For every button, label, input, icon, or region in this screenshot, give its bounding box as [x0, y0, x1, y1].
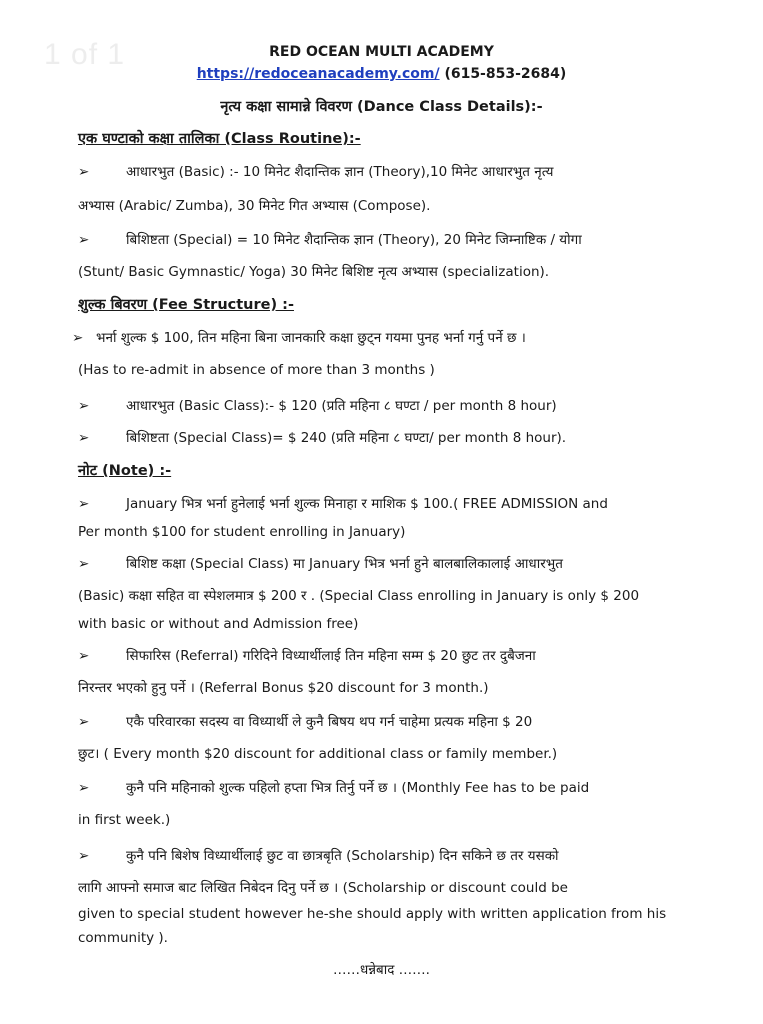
bullet-arrow-icon: ➢ — [78, 496, 90, 512]
bullet-arrow-icon: ➢ — [78, 164, 90, 180]
routine-special-line1 — [78, 230, 582, 248]
bullet-arrow-icon: ➢ — [72, 330, 84, 346]
note6-line4: community ). — [78, 930, 168, 946]
note1-text: January भित्र भर्ना हुनेलाई भर्ना शुल्क मिनाहा र माशिक $ 100.( FREE ADMISSION and — [126, 496, 608, 512]
document-title: नृत्य कक्षा सामान्ने विवरण (Dance Class Details):- — [220, 99, 543, 115]
note5-text: कुनै पनि महिनाको शुल्क पहिलो हप्ता भित्र तिर्नु पर्ने छ । (Monthly Fee has to be paid — [126, 780, 590, 796]
note2-line2: (Basic) कक्षा सहित वा स्पेशलमात्र $ 200 र . (Special Class enrolling in January is only $ 200 — [78, 588, 640, 604]
bullet-arrow-icon: ➢ — [78, 780, 90, 796]
note6-line2: लागि आफ्नो समाज बाट लिखित निबेदन दिनु पर्ने छ । (Scholarship or discount could be — [78, 880, 568, 896]
fees-special-line — [78, 428, 566, 446]
fees-heading: शुल्क बिवरण (Fee Structure) :- — [78, 297, 294, 313]
note2-line1 — [78, 554, 563, 572]
note6-line3: given to special student however he-she should apply with written application from his — [78, 906, 667, 922]
note1-line1 — [78, 494, 608, 512]
bullet-arrow-icon: ➢ — [78, 556, 90, 572]
note4-line1 — [78, 712, 532, 730]
note3-line1 — [78, 646, 536, 664]
note1-line2: Per month $100 for student enrolling in January) — [78, 524, 406, 540]
fees-admission-line2: (Has to re-admit in absence of more than 3 months ) — [78, 362, 435, 378]
bullet-arrow-icon: ➢ — [78, 232, 90, 248]
notes-heading: नोट (Note) :- — [78, 463, 172, 479]
fees-basic-text: आधारभुत (Basic Class):- $ 120 (प्रति महिना ८ घण्टा / per month 8 hour) — [126, 398, 557, 414]
bullet-arrow-icon: ➢ — [78, 714, 90, 730]
routine-basic-text: आधारभुत (Basic) :- 10 मिनेट शैदान्तिक ज्ञान (Theory),10 मिनेट आधारभुत नृत्य — [126, 164, 554, 180]
bullet-arrow-icon: ➢ — [78, 848, 90, 864]
contact-line — [0, 66, 763, 82]
fees-admission-text: भर्ना शुल्क $ 100, तिन महिना बिना जानकारि कक्षा छुट्न गयमा पुनह भर्ना गर्नु पर्ने छ । — [96, 330, 526, 346]
note6-text: कुनै पनि बिशेष विध्यार्थीलाई छुट वा छात्रबृति (Scholarship) दिन सकिने छ तर यसको — [126, 848, 559, 864]
note5-line1 — [78, 778, 589, 796]
note2-text: बिशिष्ट कक्षा (Special Class) मा January भित्र भर्ना हुने बालबालिकालाई आधारभुत — [126, 556, 563, 572]
routine-basic-line1 — [78, 162, 553, 180]
routine-special-line2: (Stunt/ Basic Gymnastic/ Yoga) 30 मिनेट बिशिष्ट नृत्य अभ्यास (specialization). — [78, 264, 550, 280]
page-counter-watermark: 1 of 1 — [44, 38, 126, 71]
fees-basic-line — [78, 396, 557, 414]
fees-admission-line1 — [72, 328, 526, 346]
note2-line3: with basic or without and Admission free) — [78, 616, 359, 632]
note4-line2: छुट। ( Every month $20 discount for additional class or family member.) — [78, 746, 558, 762]
bullet-arrow-icon: ➢ — [78, 398, 90, 414]
note3-text: सिफारिस (Referral) गरिदिने विध्यार्थीलाई तिन महिना सम्म $ 20 छुट तर दुबैजना — [126, 648, 536, 664]
bullet-arrow-icon: ➢ — [78, 430, 90, 446]
website-link[interactable]: https://redoceanacademy.com/ — [196, 66, 440, 82]
phone-number: (615-853-2684) — [444, 66, 567, 82]
bullet-arrow-icon: ➢ — [78, 648, 90, 664]
routine-basic-line2: अभ्यास (Arabic/ Zumba), 30 मिनेट गित अभ्यास (Compose). — [78, 198, 431, 214]
routine-special-text: बिशिष्टता (Special) = 10 मिनेट शैदान्तिक ज्ञान (Theory), 20 मिनेट जिम्नाष्टिक / योगा — [126, 232, 582, 248]
closing-thanks: ……धन्नेबाद ……. — [333, 962, 430, 978]
note3-line2: निरन्तर भएको हुनु पर्ने । (Referral Bonus $20 discount for 3 month.) — [78, 680, 489, 696]
routine-heading: एक घण्टाको कक्षा तालिका (Class Routine):- — [78, 131, 361, 147]
organization-name: RED OCEAN MULTI ACADEMY — [269, 44, 494, 60]
fees-special-text: बिशिष्टता (Special Class)= $ 240 (प्रति महिना ८ घण्टा/ per month 8 hour). — [126, 430, 567, 446]
note4-text: एकै परिवारका सदस्य वा विध्यार्थी ले कुनै बिषय थप गर्न चाहेमा प्रत्यक महिना $ 20 — [126, 714, 533, 730]
note6-line1 — [78, 846, 559, 864]
note5-line2: in first week.) — [78, 812, 171, 828]
